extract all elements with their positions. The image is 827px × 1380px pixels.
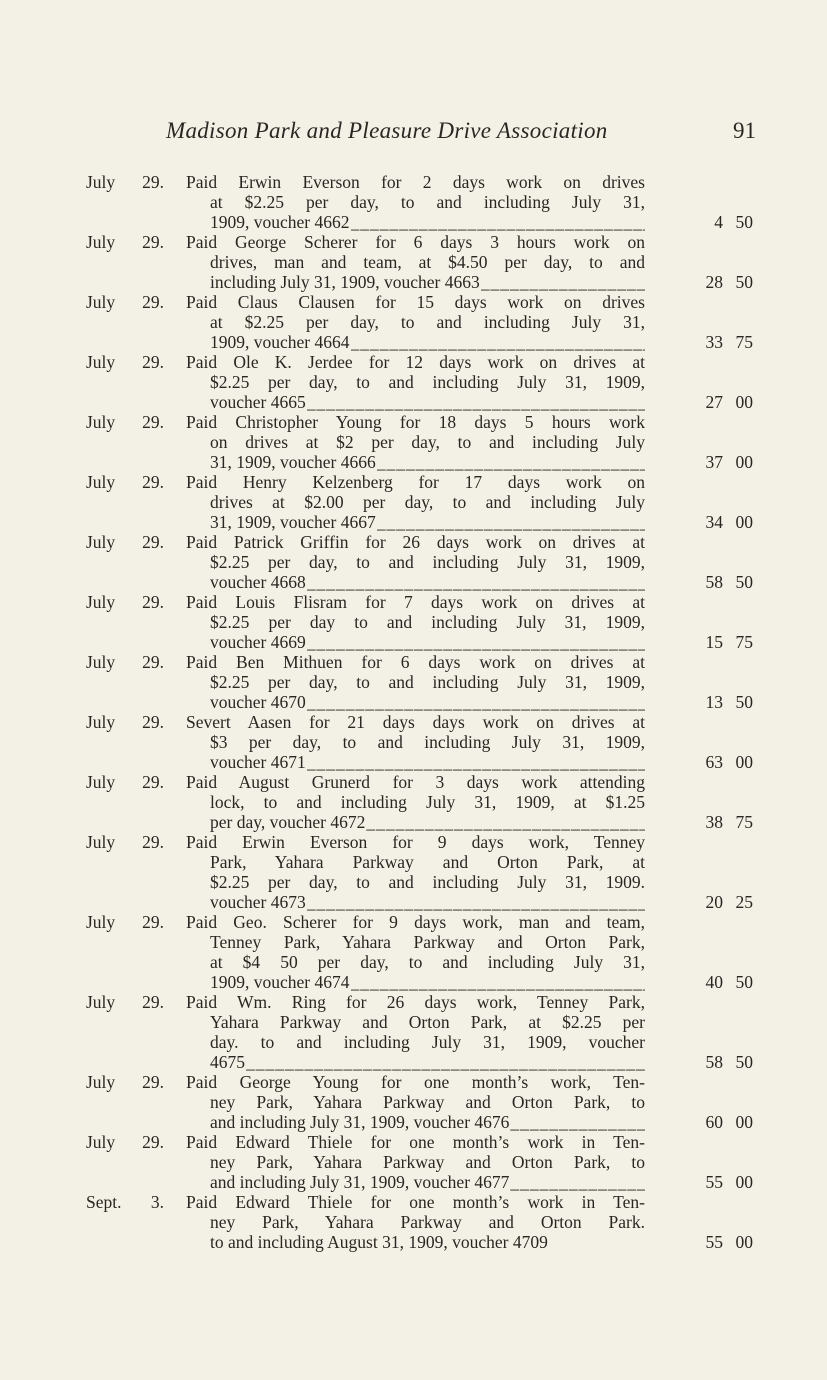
description-line — [186, 332, 645, 352]
description-text: and including July 31, 1909, voucher 4676 — [210, 1112, 510, 1132]
dot-leader — [307, 632, 645, 652]
description-line: Paid Edward Thiele for one month’s work in Ten- — [186, 1132, 645, 1152]
description-line: Paid Louis Flisram for 7 days work on drives at — [186, 592, 645, 612]
entry-month: July — [86, 232, 116, 252]
entry-amount — [697, 692, 753, 712]
dot-leader — [377, 512, 645, 532]
description-line — [186, 632, 645, 652]
description-line: Severt Aasen for 21 days days work on drives at — [186, 712, 645, 732]
entry-amount — [697, 212, 753, 232]
amount-cents: 50 — [735, 692, 753, 712]
entry-amount — [697, 392, 753, 412]
amount-dollars: 58 — [705, 572, 723, 592]
dot-leader — [351, 332, 646, 352]
entry-day: 29. — [142, 412, 164, 432]
ledger-entry — [0, 592, 827, 652]
description-line — [186, 892, 645, 912]
description-line: Paid Henry Kelzenberg for 17 days work on — [186, 472, 645, 492]
entry-month: July — [86, 912, 116, 932]
amount-dollars: 33 — [705, 332, 723, 352]
description-line: Paid Christopher Young for 18 days 5 hours work — [186, 412, 645, 432]
description-text: voucher 4668 — [210, 572, 306, 592]
entry-amount — [697, 332, 753, 352]
entry-month: July — [86, 992, 116, 1012]
description-line: $2.25 per day, to and including July 31, 1909. — [210, 872, 645, 892]
entry-day: 29. — [142, 1072, 164, 1092]
description-line: Tenney Park, Yahara Parkway and Orton Park, — [210, 932, 645, 952]
description-line — [186, 512, 645, 532]
description-text: including July 31, 1909, voucher 4663 — [210, 272, 480, 292]
entry-month: July — [86, 532, 116, 552]
dot-leader — [307, 572, 645, 592]
entry-day: 29. — [142, 712, 164, 732]
ledger-entry — [0, 772, 827, 832]
entry-month: July — [86, 292, 116, 312]
amount-cents: 75 — [735, 812, 753, 832]
amount-cents: 00 — [735, 1232, 753, 1252]
dot-leader — [307, 752, 645, 772]
description-text: 4675 — [210, 1052, 245, 1072]
description-line: Paid Patrick Griffin for 26 days work on drives at — [186, 532, 645, 552]
description-text: voucher 4670 — [210, 692, 306, 712]
ledger-entry — [0, 1072, 827, 1132]
entry-day: 3. — [150, 1192, 164, 1212]
amount-cents: 50 — [735, 972, 753, 992]
amount-dollars: 27 — [705, 392, 723, 412]
description-line — [186, 1052, 645, 1072]
description-line: lock, to and including July 31, 1909, at $1.25 — [210, 792, 645, 812]
entry-day: 29. — [142, 592, 164, 612]
entry-description — [186, 232, 645, 292]
description-line: Paid George Scherer for 6 days 3 hours work on — [186, 232, 645, 252]
description-line: Park, Yahara Parkway and Orton Park, at — [210, 852, 645, 872]
description-line — [186, 972, 645, 992]
amount-dollars: 55 — [705, 1172, 723, 1192]
description-text: per day, voucher 4672 — [210, 812, 366, 832]
ledger-entry — [0, 172, 827, 232]
ledger-entry — [0, 232, 827, 292]
entry-month: July — [86, 712, 116, 732]
description-line: Paid George Young for one month’s work, Ten- — [186, 1072, 645, 1092]
entry-month: July — [86, 352, 116, 372]
description-text: voucher 4673 — [210, 892, 306, 912]
entry-month: July — [86, 652, 116, 672]
description-text: voucher 4669 — [210, 632, 306, 652]
entry-description — [186, 172, 645, 232]
amount-cents: 00 — [735, 512, 753, 532]
ledger-entry — [0, 652, 827, 712]
description-line — [186, 572, 645, 592]
amount-cents: 50 — [735, 212, 753, 232]
amount-dollars: 55 — [705, 1232, 723, 1252]
description-line — [186, 452, 645, 472]
description-line — [186, 1172, 645, 1192]
description-line — [186, 1232, 645, 1252]
amount-dollars: 63 — [705, 752, 723, 772]
description-text: voucher 4671 — [210, 752, 306, 772]
entry-amount — [697, 752, 753, 772]
description-line: at $2.25 per day, to and including July 31, — [210, 312, 645, 332]
amount-dollars: 34 — [705, 512, 723, 532]
ledger-entry — [0, 472, 827, 532]
entry-amount — [697, 1172, 753, 1192]
entry-amount — [697, 272, 753, 292]
amount-cents: 50 — [735, 572, 753, 592]
description-line — [186, 392, 645, 412]
amount-cents: 50 — [735, 1052, 753, 1072]
description-line: $2.25 per day to and including July 31, 1909, — [210, 612, 645, 632]
ledger-entry — [0, 1192, 827, 1252]
amount-cents: 00 — [735, 452, 753, 472]
entry-description — [186, 772, 645, 832]
entry-month: Sept. — [86, 1192, 122, 1212]
description-text: 1909, voucher 4664 — [210, 332, 350, 352]
amount-cents: 75 — [735, 332, 753, 352]
ledger-entry — [0, 992, 827, 1072]
amount-dollars: 4 — [714, 212, 723, 232]
entry-month: July — [86, 412, 116, 432]
description-line — [186, 692, 645, 712]
description-text: to and including August 31, 1909, voucher 4709 — [210, 1232, 548, 1252]
description-line — [186, 752, 645, 772]
entry-description — [186, 992, 645, 1072]
dot-leader — [307, 892, 645, 912]
entry-amount — [697, 892, 753, 912]
entry-month: July — [86, 592, 116, 612]
amount-cents: 25 — [735, 892, 753, 912]
amount-cents: 00 — [735, 392, 753, 412]
description-line: Paid Erwin Everson for 2 days work on drives — [186, 172, 645, 192]
description-line: Paid Ole K. Jerdee for 12 days work on drives at — [186, 352, 645, 372]
dot-leader — [510, 1172, 645, 1192]
description-line: Paid Claus Clausen for 15 days work on drives — [186, 292, 645, 312]
entry-month: July — [86, 1072, 116, 1092]
amount-dollars: 40 — [705, 972, 723, 992]
description-line: Yahara Parkway and Orton Park, at $2.25 per — [210, 1012, 645, 1032]
description-text: 31, 1909, voucher 4667 — [210, 512, 376, 532]
amount-dollars: 58 — [705, 1052, 723, 1072]
amount-cents: 75 — [735, 632, 753, 652]
entry-day: 29. — [142, 172, 164, 192]
entry-day: 29. — [142, 912, 164, 932]
description-text: voucher 4665 — [210, 392, 306, 412]
dot-leader — [307, 692, 645, 712]
description-line: Paid Ben Mithuen for 6 days work on drives at — [186, 652, 645, 672]
entry-description — [186, 472, 645, 532]
entry-description — [186, 532, 645, 592]
entry-day: 29. — [142, 1132, 164, 1152]
entry-day: 29. — [142, 352, 164, 372]
entry-description — [186, 412, 645, 472]
description-line — [186, 1112, 645, 1132]
entry-month: July — [86, 832, 116, 852]
description-text: and including July 31, 1909, voucher 4677 — [210, 1172, 510, 1192]
description-line: drives at $2.00 per day, to and including July — [210, 492, 645, 512]
description-line: ney Park, Yahara Parkway and Orton Park. — [210, 1212, 645, 1232]
entry-amount — [697, 812, 753, 832]
description-line: Paid Erwin Everson for 9 days work, Tenney — [186, 832, 645, 852]
description-line: drives, man and team, at $4.50 per day, to and — [210, 252, 645, 272]
description-line: at $4 50 per day, to and including July 31, — [210, 952, 645, 972]
amount-dollars: 38 — [705, 812, 723, 832]
entry-description — [186, 652, 645, 712]
description-line — [186, 812, 645, 832]
entry-day: 29. — [142, 532, 164, 552]
page-number: 91 — [733, 118, 756, 143]
amount-cents: 50 — [735, 272, 753, 292]
description-line: day. to and including July 31, 1909, voucher — [210, 1032, 645, 1052]
description-text: 1909, voucher 4674 — [210, 972, 350, 992]
entry-month: July — [86, 172, 116, 192]
amount-dollars: 37 — [705, 452, 723, 472]
entry-amount — [697, 572, 753, 592]
description-line: Paid Wm. Ring for 26 days work, Tenney Park, — [186, 992, 645, 1012]
dot-leader — [307, 392, 645, 412]
dot-leader — [366, 812, 645, 832]
ledger-entry — [0, 352, 827, 412]
entry-day: 29. — [142, 472, 164, 492]
running-title: Madison Park and Pleasure Drive Association — [166, 118, 608, 143]
entry-description — [186, 1072, 645, 1132]
entry-description — [186, 352, 645, 412]
entry-amount — [697, 632, 753, 652]
description-line: $2.25 per day, to and including July 31, 1909, — [210, 672, 645, 692]
description-text: 1909, voucher 4662 — [210, 212, 350, 232]
description-line: Paid Geo. Scherer for 9 days work, man and team, — [186, 912, 645, 932]
entry-day: 29. — [142, 652, 164, 672]
ledger-entries — [0, 172, 827, 1252]
description-text: 31, 1909, voucher 4666 — [210, 452, 376, 472]
amount-cents: 00 — [735, 752, 753, 772]
entry-description — [186, 912, 645, 992]
ledger-entry — [0, 712, 827, 772]
description-line: at $2.25 per day, to and including July 31, — [210, 192, 645, 212]
entry-day: 29. — [142, 772, 164, 792]
dot-leader — [481, 272, 645, 292]
entry-description — [186, 1192, 645, 1252]
description-line: $3 per day, to and including July 31, 1909, — [210, 732, 645, 752]
description-line: Paid August Grunerd for 3 days work attending — [186, 772, 645, 792]
description-line — [186, 272, 645, 292]
dot-leader — [246, 1052, 645, 1072]
dot-leader — [351, 212, 646, 232]
entry-description — [186, 292, 645, 352]
page-header — [0, 118, 827, 148]
ledger-entry — [0, 912, 827, 992]
amount-dollars: 15 — [705, 632, 723, 652]
dot-leader — [351, 972, 646, 992]
amount-dollars: 20 — [705, 892, 723, 912]
ledger-entry — [0, 292, 827, 352]
description-line: on drives at $2 per day, to and including July — [210, 432, 645, 452]
entry-amount — [697, 1232, 753, 1252]
entry-amount — [697, 512, 753, 532]
entry-day: 29. — [142, 292, 164, 312]
entry-month: July — [86, 1132, 116, 1152]
entry-description — [186, 1132, 645, 1192]
description-line: $2.25 per day, to and including July 31, 1909, — [210, 552, 645, 572]
description-line: $2.25 per day, to and including July 31, 1909, — [210, 372, 645, 392]
description-line: ney Park, Yahara Parkway and Orton Park, to — [210, 1092, 645, 1112]
dot-leader — [377, 452, 645, 472]
amount-cents: 00 — [735, 1172, 753, 1192]
amount-dollars: 13 — [705, 692, 723, 712]
entry-description — [186, 832, 645, 912]
amount-dollars: 28 — [705, 272, 723, 292]
entry-month: July — [86, 472, 116, 492]
ledger-entry — [0, 412, 827, 472]
entry-description — [186, 592, 645, 652]
entry-day: 29. — [142, 832, 164, 852]
entry-amount — [697, 452, 753, 472]
description-line: ney Park, Yahara Parkway and Orton Park, to — [210, 1152, 645, 1172]
entry-day: 29. — [142, 232, 164, 252]
amount-dollars: 60 — [705, 1112, 723, 1132]
entry-description — [186, 712, 645, 772]
entry-amount — [697, 1052, 753, 1072]
entry-amount — [697, 1112, 753, 1132]
dot-leader — [510, 1112, 645, 1132]
entry-day: 29. — [142, 992, 164, 1012]
description-line — [186, 212, 645, 232]
entry-amount — [697, 972, 753, 992]
ledger-entry — [0, 832, 827, 912]
amount-cents: 00 — [735, 1112, 753, 1132]
entry-month: July — [86, 772, 116, 792]
ledger-entry — [0, 1132, 827, 1192]
ledger-entry — [0, 532, 827, 592]
description-line: Paid Edward Thiele for one month’s work in Ten- — [186, 1192, 645, 1212]
